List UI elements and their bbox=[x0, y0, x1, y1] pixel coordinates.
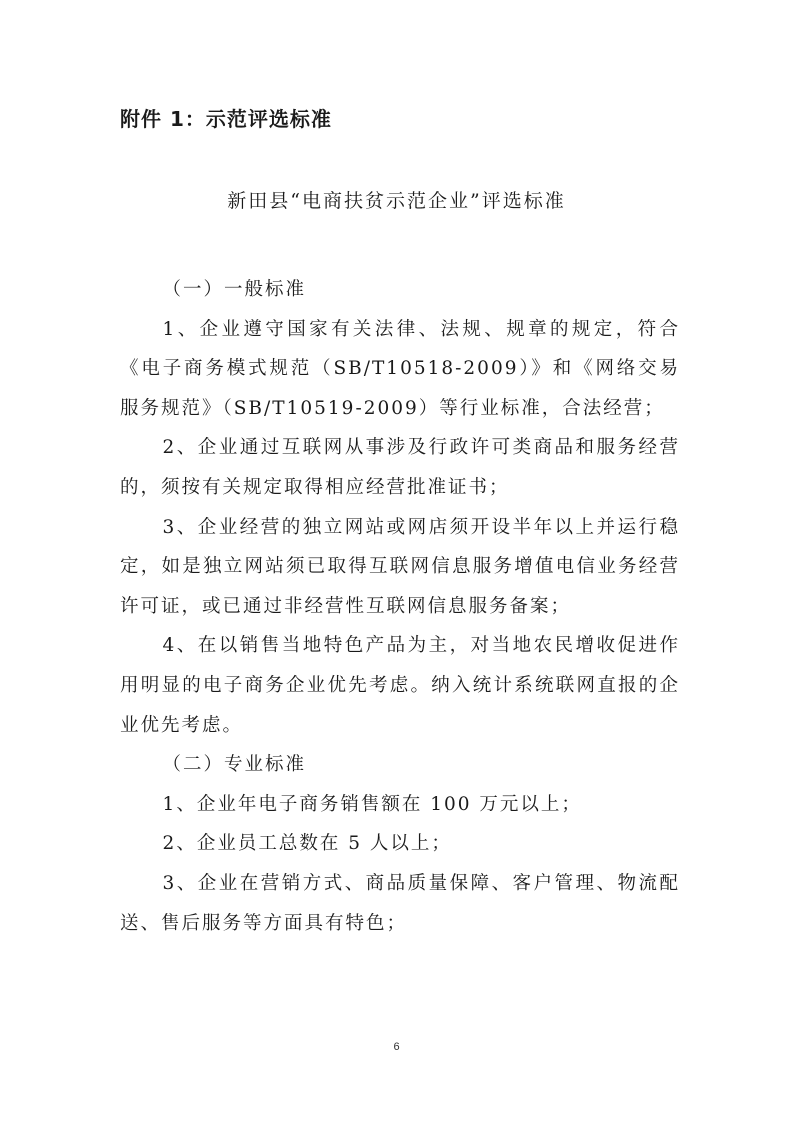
section-heading-professional: （二）专业标准 bbox=[162, 754, 307, 776]
paragraph: 3、企业经营的独立网站或网店须开设半年以上并运行稳定，如是独立网站须已取得互联网信息服务增值电信业务经营许可证，或已通过非经营性互联网信息服务备案； bbox=[120, 516, 680, 617]
document-title: 新田县“电商扶贫示范企业”评选标准 bbox=[227, 190, 566, 212]
paragraph: 3、企业在营销方式、商品质量保障、客户管理、物流配送、售后服务等方面具有特色； bbox=[120, 872, 680, 934]
paragraph: 1、企业年电子商务销售额在 100 万元以上； bbox=[162, 793, 582, 815]
section-heading-general: （一）一般标准 bbox=[162, 279, 307, 300]
paragraph: 1、企业遵守国家有关法律、法规、规章的规定，符合《电子商务模式规范（SB/T10518-2009）》和《网络交易服务规范》（SB/T10519-2009）等行业标准，合法经营； bbox=[120, 318, 680, 419]
document-body bbox=[120, 270, 680, 943]
attachment-title: 附件 1：示范评选标准 bbox=[120, 107, 332, 131]
paragraph: 2、企业通过互联网从事涉及行政许可类商品和服务经营的，须按有关规定取得相应经营批准证书； bbox=[120, 437, 680, 498]
paragraph: 2、企业员工总数在 5 人以上； bbox=[162, 833, 452, 855]
page-number: 6 bbox=[393, 1041, 400, 1053]
paragraph: 4、在以销售当地特色产品为主，对当地农民增收促进作用明显的电子商务企业优先考虑。纳入统计系统联网直报的企业优先考虑。 bbox=[120, 635, 680, 736]
